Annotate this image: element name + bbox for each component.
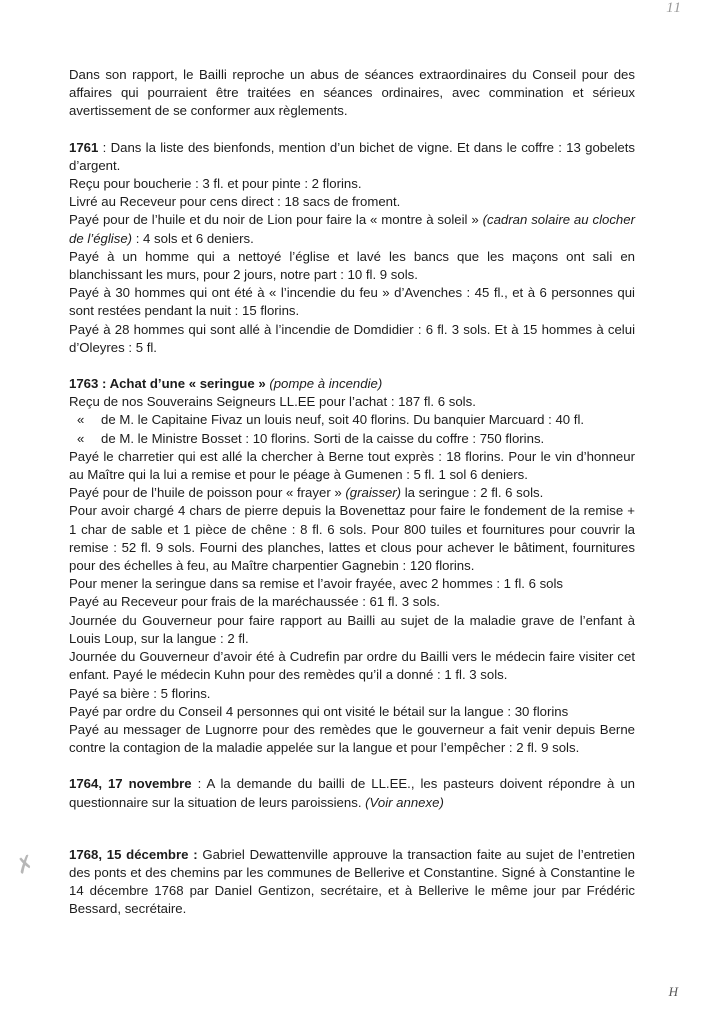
- entry-1763-line: Payé pour de l’huile de poisson pour « frayer » (graisser) la seringue : 2 fl. 6 sols.: [69, 485, 544, 501]
- entry-1761-line: Livré au Receveur pour cens direct : 18 sacs de froment.: [69, 194, 401, 210]
- entry-1763-line: Payé au messager de Lugnorre pour des remèdes que le gouverneur a fait venir depuis Berne contre la contagion de la maladie appelée sur la langue et pour l’empêcher : 2 fl. 9 sols.: [69, 721, 635, 756]
- page-number: 11: [666, 0, 682, 16]
- entry-1761-line: Payé à 28 hommes qui sont allé à l’incendie de Domdidier : 6 fl. 3 sols. Et à 15 hommes à celui d’Oleyres : 5 fl.: [69, 321, 635, 355]
- section-1768: 1768, 15 décembre : Gabriel Dewattenville approuve la transaction faite au sujet de l’entretien des ponts et des chemins par les communes de Bellerive et Constantine. Signé à Constantine le 14 décembre 1768 par Daniel Gentizon, secrétaire, et à Bellerive le même jour par Frédéric Bessard, secrétaire.: [69, 846, 635, 917]
- section-1764: 1764, 17 novembre : A la demande du bailli de LL.EE., les pasteurs doivent répondre à un questionnaire sur la situation de leurs paroissiens. (Voir annexe): [69, 776, 635, 810]
- entry-1763-line: Payé sa bière : 5 florins.: [69, 685, 211, 701]
- heading-1763: 1763 : Achat d’une « seringue » (pompe à incendie): [69, 376, 383, 392]
- entry-1763-line: « de M. le Ministre Bosset : 10 florins. Sorti de la caisse du coffre : 750 florins.: [69, 430, 635, 448]
- entry-1763-line: Journée du Gouverneur d’avoir été à Cudrefin par ordre du Bailli vers le médecin faire visiter cet enfant. Payé le médecin Kuhn pour des remèdes qu’il a donné : 1 fl. 3 sols.: [69, 649, 635, 683]
- year-1761-label: 1761: [69, 139, 99, 155]
- date-1764-label: 1764, 17 novembre: [69, 776, 192, 792]
- entry-1761-line: Payé à un homme qui a nettoyé l’église et lavé les bancs que les maçons ont sali en blanchissant les murs, pour 2 jours, notre part : 10 fl. 9 sols.: [69, 248, 635, 283]
- footer-mark: H: [668, 984, 678, 999]
- margin-mark: ✗: [12, 849, 38, 880]
- entry-1763-line: Pour avoir chargé 4 chars de pierre depuis la Bovenettaz pour faire le fondement de la remise + 1 char de sable et 1 pièce de chêne : 8 fl. 6 sols. Pour 800 tuiles et fournitures pour couvrir la remise : 52 fl. 9 sols. Fourni des planches, lattes et clous pour achever le bâtiment, fournitures pour des échelles à feu, au Maître charpentier Gagnebin : 120 florins.: [69, 503, 635, 574]
- entry-1763-line: « de M. le Capitaine Fivaz un louis neuf, soit 40 florins. Du banquier Marcuard : 40 fl.: [69, 411, 635, 429]
- entry-1761-line: 1761 : Dans la liste des bienfonds, mention d’un bichet de vigne. Et dans le coffre : 13 gobelets d’argent.: [69, 139, 635, 173]
- ditto-mark: «: [77, 412, 85, 428]
- entry-1763-line: Payé au Receveur pour frais de la maréchaussée : 61 fl. 3 sols.: [69, 594, 440, 610]
- entry-1763-line: Payé le charretier qui est allé la chercher à Berne tout exprès : 18 florins. Pour le vin d’honneur au Maître qui la lui a remise et pour le péage à Gumenen : 5 fl. 1 sol 6 deniers.: [69, 448, 635, 483]
- entry-1763-line: Reçu de nos Souverains Seigneurs LL.EE pour l’achat : 187 fl. 6 sols.: [69, 394, 476, 410]
- entry-1763-line: Pour mener la seringue dans sa remise et l’avoir frayée, avec 2 hommes : 1 fl. 6 sols: [69, 576, 564, 592]
- page-content: [69, 66, 635, 919]
- date-1768-label: 1768, 15 décembre :: [69, 846, 198, 862]
- section-1761: [69, 139, 635, 357]
- entry-1763-line: Payé par ordre du Conseil 4 personnes qui ont visité le bétail sur la langue : 30 florins: [69, 703, 569, 719]
- entry-1761-line: Payé à 30 hommes qui ont été à « l’incendie du feu » d’Avenches : 45 fl., et à 6 personnes qui sont restées pendant la nuit : 15 florins.: [69, 285, 635, 319]
- entry-1763-line: Journée du Gouverneur pour faire rapport au Bailli au sujet de la maladie grave de l’enfant à Louis Loup, sur la langue : 2 fl.: [69, 612, 635, 646]
- intro-paragraph: Dans son rapport, le Bailli reproche un abus de séances extraordinaires du Conseil pour des affaires qui pourraient être traitées en séances ordinaires, avec commination et sérieux avertissement de se conformer aux règlements.: [69, 67, 635, 119]
- section-1763: [69, 375, 635, 757]
- entry-1761-line: Payé pour de l’huile et du noir de Lion pour faire la « montre à soleil » (cadran solaire au clocher de l’église) : 4 sols et 6 deniers.: [69, 212, 635, 246]
- ditto-mark: «: [77, 430, 85, 446]
- entry-1761-line: Reçu pour boucherie : 3 fl. et pour pinte : 2 florins.: [69, 176, 362, 192]
